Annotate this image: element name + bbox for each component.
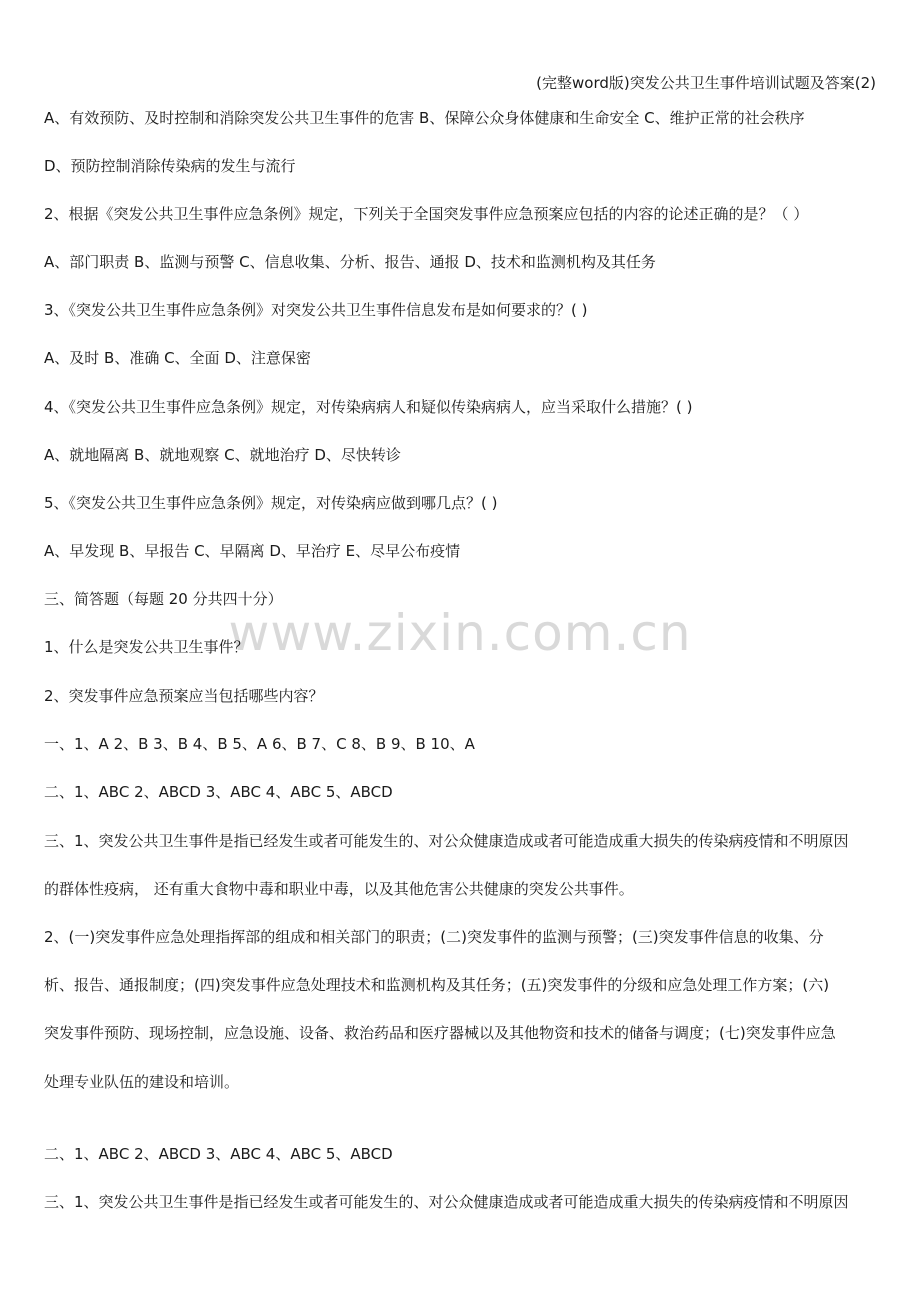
option-line: A、部门职责 B、监测与预警 C、信息收集、分析、报告、通报 D、技术和监测机构及其任务 xyxy=(44,253,656,271)
question-line: 2、突发事件应急预案应当包括哪些内容？ xyxy=(44,687,324,705)
question-line: 1、什么是突发公共卫生事件？ xyxy=(44,638,249,656)
answer-line: 二、1、ABC 2、ABCD 3、ABC 4、ABC 5、ABCD xyxy=(44,783,393,801)
question-line: 5、《突发公共卫生事件应急条例》规定，对传染病应做到哪几点？( ) xyxy=(44,494,498,512)
question-line: 2、根据《突发公共卫生事件应急条例》规定，下列关于全国突发事件应急预案应包括的内容的论述正确的是？（ ） xyxy=(44,205,809,223)
option-line: A、就地隔离 B、就地观察 C、就地治疗 D、尽快转诊 xyxy=(44,446,401,464)
option-line: D、预防控制消除传染病的发生与流行 xyxy=(44,157,296,175)
question-line: 4、《突发公共卫生事件应急条例》规定，对传染病病人和疑似传染病病人，应当采取什么措施？( ) xyxy=(44,398,693,416)
answer-line: 一、1、A 2、B 3、B 4、B 5、A 6、B 7、C 8、B 9、B 10、A xyxy=(44,735,475,753)
option-line: A、早发现 B、早报告 C、早隔离 D、早治疗 E、尽早公布疫情 xyxy=(44,542,461,560)
answer-line: 三、1、突发公共卫生事件是指已经发生或者可能发生的、对公众健康造成或者可能造成重大损失的传染病疫情和不明原因 xyxy=(44,832,849,850)
document-header-title: (完整word版)突发公共卫生事件培训试题及答案(2) xyxy=(536,74,876,92)
answer-line: 突发事件预防、现场控制，应急设施、设备、救治药品和医疗器械以及其他物资和技术的储备与调度；(七)突发事件应急 xyxy=(44,1024,836,1042)
option-line: A、有效预防、及时控制和消除突发公共卫生事件的危害 B、保障公众身体健康和生命安全 C、维护正常的社会秩序 xyxy=(44,109,805,127)
answer-line: 三、1、突发公共卫生事件是指已经发生或者可能发生的、对公众健康造成或者可能造成重大损失的传染病疫情和不明原因 xyxy=(44,1193,849,1211)
answer-line: 二、1、ABC 2、ABCD 3、ABC 4、ABC 5、ABCD xyxy=(44,1145,393,1163)
option-line: A、及时 B、准确 C、全面 D、注意保密 xyxy=(44,349,311,367)
question-line: 3、《突发公共卫生事件应急条例》对突发公共卫生事件信息发布是如何要求的？( ) xyxy=(44,301,588,319)
answer-line: 的群体性疫病， 还有重大食物中毒和职业中毒，以及其他危害公共健康的突发公共事件。 xyxy=(44,880,634,898)
watermark: www.zixin.com.cn xyxy=(228,604,692,662)
answer-line: 析、报告、通报制度；(四)突发事件应急处理技术和监测机构及其任务；(五)突发事件的分级和应急处理工作方案；(六) xyxy=(44,976,830,994)
section-heading: 三、简答题（每题 20 分共四十分） xyxy=(44,590,283,608)
answer-line: 处理专业队伍的建设和培训。 xyxy=(44,1073,240,1091)
answer-line: 2、(一)突发事件应急处理指挥部的组成和相关部门的职责；(二)突发事件的监测与预警；(三)突发事件信息的收集、分 xyxy=(44,928,824,946)
